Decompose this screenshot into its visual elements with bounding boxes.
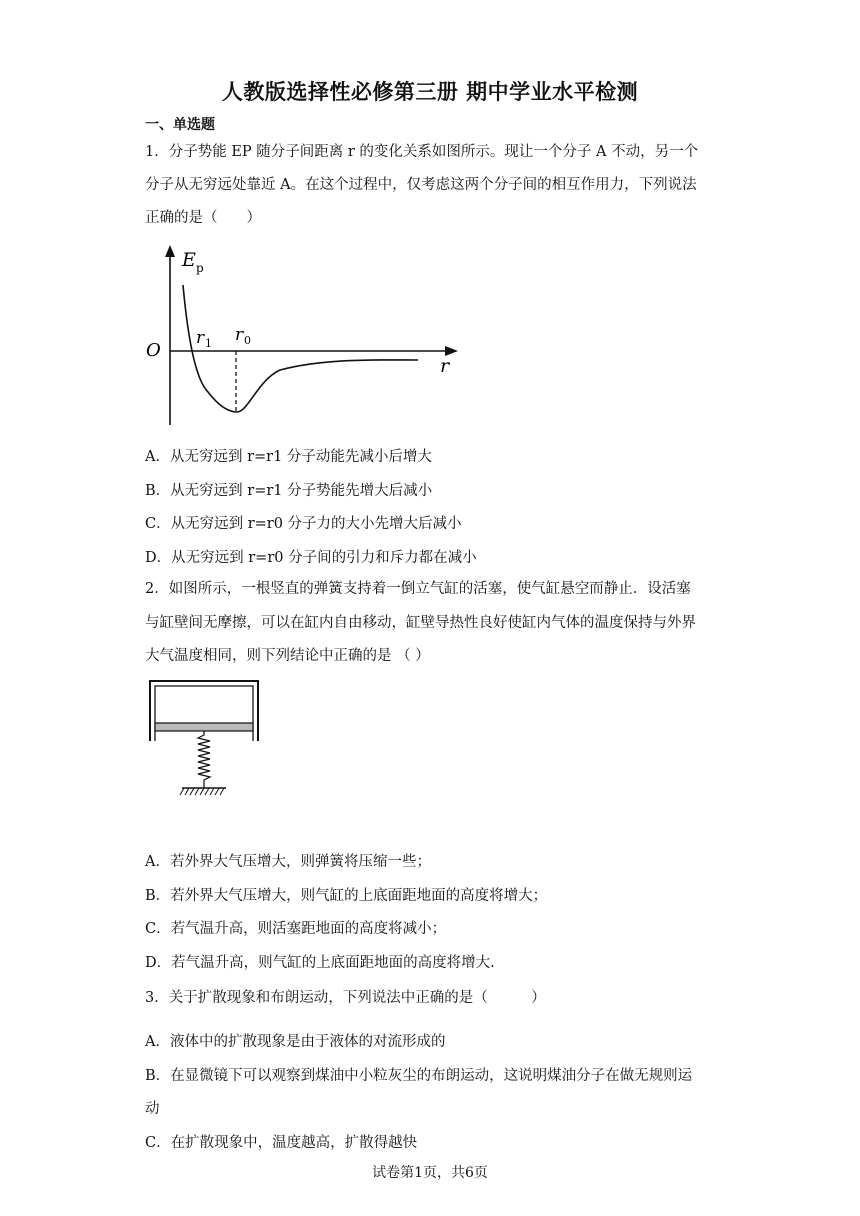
q1-text-line3: 正确的是（ ） xyxy=(145,210,261,226)
page-footer: 试卷第1页，共6页 xyxy=(372,1165,488,1181)
q2-option-d: D．若气温升高，则气缸的上底面距地面的高度将增大. xyxy=(145,955,495,971)
r0-sub: 0 xyxy=(244,334,251,347)
q1-option-a: A．从无穷远到 r=r1 分子动能先减小后增大 xyxy=(145,449,432,465)
q2-option-b: B．若外界大气压增大，则气缸的上底面距地面的高度将增大； xyxy=(145,888,548,904)
q2-text-line1: 2．如图所示，一根竖直的弹簧支持着一倒立气缸的活塞，使气缸悬空而静止．设活塞 xyxy=(145,581,691,597)
cylinder-spring-diagram xyxy=(140,675,270,805)
potential-energy-graph xyxy=(140,240,470,430)
q3-option-a: A．液体中的扩散现象是由于液体的对流形成的 xyxy=(145,1034,446,1050)
ylabel: E xyxy=(182,249,196,271)
q3-option-b-line1: B．在显微镜下可以观察到煤油中小粒灰尘的布朗运动，这说明煤油分子在做无规则运 xyxy=(145,1068,693,1084)
q2-option-c: C．若气温升高，则活塞距地面的高度将减小； xyxy=(145,921,447,937)
q3-text-line1: 3．关于扩散现象和布朗运动，下列说法中正确的是（ ） xyxy=(145,990,546,1006)
q2-text-line2: 与缸壁间无摩擦，可以在缸内自由移动，缸壁导热性良好使缸内气体的温度保持与外界 xyxy=(145,615,696,631)
q2-text-line3: 大气温度相同，则下列结论中正确的是 （ ） xyxy=(145,648,430,664)
section-heading: 一、单选题 xyxy=(145,117,215,133)
piston xyxy=(155,723,253,731)
spring xyxy=(198,731,210,788)
q1-option-c: C．从无穷远到 r=r0 分子力的大小先增大后减小 xyxy=(145,516,462,532)
q3-option-c: C．在扩散现象中，温度越高，扩散得越快 xyxy=(145,1135,418,1151)
q1-text-line1: 1．分子势能 EP 随分子间距离 r 的变化关系如图所示。现让一个分子 A 不动，另一个 xyxy=(145,144,699,160)
r0-label: r xyxy=(235,325,244,345)
q1-text-line2: 分子从无穷远处靠近 A。在这个过程中，仅考虑这两个分子间的相互作用力，下列说法 xyxy=(145,177,697,193)
q1-option-b: B．从无穷远到 r=r1 分子势能先增大后减小 xyxy=(145,483,433,499)
r1-label: r xyxy=(196,328,205,348)
ep-curve xyxy=(183,285,418,412)
ylabel-sub: p xyxy=(196,261,204,275)
r1-sub: 1 xyxy=(205,337,212,350)
q2-option-a: A．若外界大气压增大，则弹簧将压缩一些； xyxy=(145,854,431,870)
xlabel: r xyxy=(440,355,450,377)
page-title: 人教版选择性必修第三册 期中学业水平检测 xyxy=(221,80,639,104)
origin-label: O xyxy=(146,340,161,361)
q1-option-d: D．从无穷远到 r=r0 分子间的引力和斥力都在减小 xyxy=(145,550,477,566)
ground-hatch xyxy=(180,788,224,795)
y-axis-arrow xyxy=(165,245,175,257)
q3-option-b-line2: 动 xyxy=(145,1101,160,1117)
